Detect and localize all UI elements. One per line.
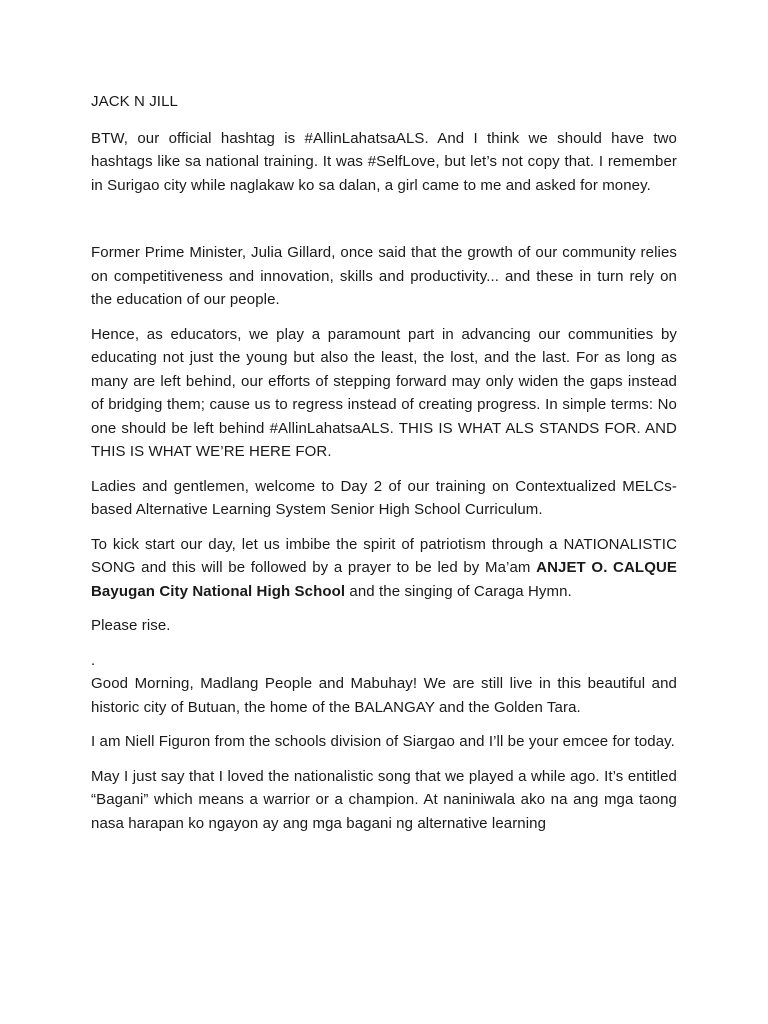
paragraph-please-rise: Please rise. (91, 617, 171, 634)
prayer-leader-name: ANJET O. CALQUE Bayugan City National High School (91, 559, 677, 600)
kick-start-text-end: and the singing of Caraga Hymn. (345, 582, 572, 600)
paragraph-emcee-intro: I am Niell Figuron from the schools division of Siargao and I’ll be your emcee for today. (91, 733, 675, 750)
paragraph-welcome: Ladies and gentlemen, welcome to Day 2 of our training on Contextualized MELCs-based Alternative Learning System Senior High School Curriculum. (91, 477, 677, 518)
paragraph-bagani: May I just say that I loved the nationalistic song that we played a while ago. It’s entitled “Bagani” which means a warrior or a champion. At naniniwala ako na ang mga taong nasa harapan ko ngayon ay ang mga bagani ng alternative learning (91, 767, 677, 832)
paragraph-educators: Hence, as educators, we play a paramount part in advancing our communities by educating not just the young but also the least, the lost, and the last. For as long as many are left behind, our efforts of stepping forward may only widen the gaps instead of bridging them; cause us to regress instead of creating progress. In simple terms: No one should be left behind #AllinLahatsaALS. THIS IS WHAT ALS STANDS FOR. AND THIS IS WHAT WE’RE HERE FOR. (91, 325, 677, 460)
document-title: JACK N JILL (91, 93, 178, 110)
paragraph-kick-start (91, 533, 677, 604)
paragraph-hashtag: BTW, our official hashtag is #AllinLahatsaALS. And I think we should have two hashtags like sa national training. It was #SelfLove, but let’s not copy that. I remember in Surigao city while naglakaw ko sa dalan, a girl came to me and asked for money. (91, 129, 677, 194)
paragraph-gillard-quote: Former Prime Minister, Julia Gillard, once said that the growth of our community relies on competitiveness and innovation, skills and productivity... and these in turn rely on the education of our people. (91, 244, 677, 308)
paragraph-dot: . (91, 651, 96, 669)
kick-start-text: To kick start our day, let us imbibe the spirit of patriotism through a NATIONALISTIC SONG and this will be followed by a prayer to be led by Ma’am (91, 535, 677, 576)
document-body (91, 90, 677, 835)
paragraph-good-morning: Good Morning, Madlang People and Mabuhay! We are still live in this beautiful and historic city of Butuan, the home of the BALANGAY and the Golden Tara. (91, 675, 677, 716)
paragraph-clip (91, 765, 677, 835)
